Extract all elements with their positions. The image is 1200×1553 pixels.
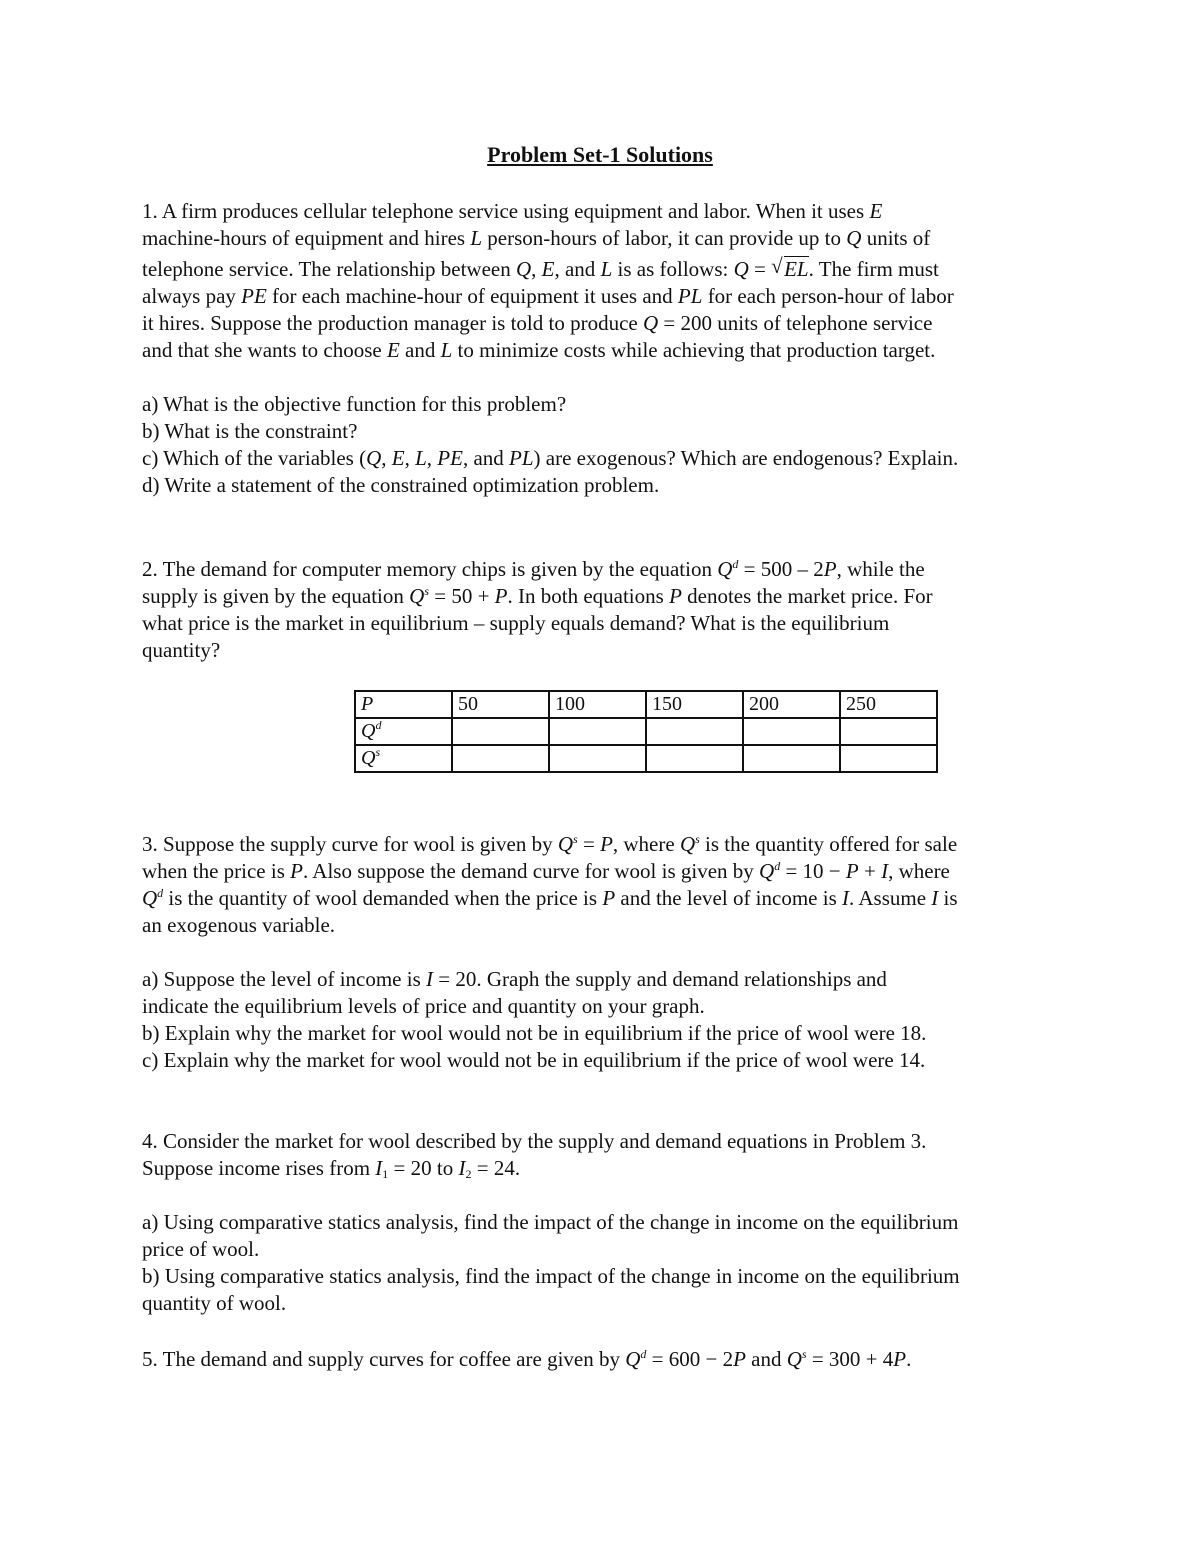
table-cell-price: 150 [646, 691, 743, 718]
table-cell-empty [646, 745, 743, 772]
table-row-quantity-demanded [355, 718, 937, 745]
table-cell-empty [840, 745, 937, 772]
problem-5-line-1: 5. The demand and supply curves for coffee are given by $Q^d = 600 - 2P$ and $Q^s = 300 + 4P$. [142, 1347, 912, 1371]
table-cell-empty [452, 745, 549, 772]
problem-2-line-2: supply is given by the equation $Q^s = 50 + P$. In both equations P denotes the market price. For [142, 584, 933, 608]
problem-1-question-d: d) Write a statement of the constrained optimization problem. [142, 473, 660, 497]
table-cell-label-qd: $Q^d$ [355, 718, 452, 745]
problem-2-line-3: what price is the market in equilibrium – supply equals demand? What is the equilibrium [142, 611, 890, 635]
table-cell-empty [840, 718, 937, 745]
page-title: Problem Set-1 Solutions [487, 142, 713, 167]
problem-2-line-4: quantity? [142, 638, 221, 662]
table-cell-price: 50 [452, 691, 549, 718]
problem-1-line-2: machine-hours of equipment and hires L person-hours of labor, it can provide up to Q units of [142, 226, 931, 250]
table-cell-empty [549, 745, 646, 772]
problem-4-question-a: a) Using comparative statics analysis, find the impact of the change in income on the equilibrium [142, 1210, 959, 1234]
table-cell-empty [549, 718, 646, 745]
table-cell-price: 200 [743, 691, 840, 718]
problem-4-line-2: Suppose income rises from $I_1 = 20$ to $I_2 = 24$. [142, 1156, 521, 1181]
problem-4-question-b: b) Using comparative statics analysis, find the impact of the change in income on the equilibrium [142, 1264, 960, 1288]
problem-1-line-4: always pay PE for each machine-hour of equipment it uses and PL for each person-hour of labor [142, 284, 954, 308]
problem-4-question-a-cont: price of wool. [142, 1237, 260, 1261]
problem-1-line-5: it hires. Suppose the production manager is told to produce Q = 200 units of telephone service [142, 311, 933, 335]
problem-3-line-4: an exogenous variable. [142, 913, 336, 937]
problem-1-question-a: a) What is the objective function for this problem? [142, 392, 567, 416]
problem-3-question-b: b) Explain why the market for wool would not be in equilibrium if the price of wool were 18. [142, 1021, 927, 1045]
table-cell-empty [646, 718, 743, 745]
problem-3-line-2: when the price is P. Also suppose the demand curve for wool is given by $Q^d = 10 - P + I$, where [142, 859, 950, 883]
problem-3-line-3: $Q^d$ is the quantity of wool demanded when the price is P and the level of income is I. Assume I is [142, 886, 958, 910]
table-cell-label-qs: $Q^s$ [355, 745, 452, 772]
table-cell-empty [743, 745, 840, 772]
problem-2-line-1: 2. The demand for computer memory chips is given by the equation $Q^d = 500 - 2P$, while the [142, 557, 925, 581]
problem-3-question-a-cont: indicate the equilibrium levels of price and quantity on your graph. [142, 994, 705, 1018]
problem-3-question-a: a) Suppose the level of income is I = 20. Graph the supply and demand relationships and [142, 967, 887, 991]
table-cell-price: 250 [840, 691, 937, 718]
table-cell-label-p: P [355, 691, 452, 718]
problem-1-question-b: b) What is the constraint? [142, 419, 358, 443]
problem-3-question-c: c) Explain why the market for wool would not be in equilibrium if the price of wool were 14. [142, 1048, 926, 1072]
problem-4-question-b-cont: quantity of wool. [142, 1291, 287, 1315]
table-cell-empty [743, 718, 840, 745]
square-root-formula: √ EL [771, 254, 809, 281]
problem-1-line-1: 1. A firm produces cellular telephone service using equipment and labor. When it uses E [142, 199, 883, 223]
price-quantity-table [354, 690, 938, 773]
problem-1-question-c: c) Which of the variables (Q, E, L, PE, and PL) are exogenous? Which are endogenous? Explain. [142, 446, 959, 470]
table-row-price [355, 691, 937, 718]
problem-1-line-6: and that she wants to choose E and L to minimize costs while achieving that production target. [142, 338, 936, 362]
problem-4-line-1: 4. Consider the market for wool described by the supply and demand equations in Problem 3. [142, 1129, 927, 1153]
table-row-quantity-supplied [355, 745, 937, 772]
table-cell-price: 100 [549, 691, 646, 718]
problem-1-line-3: telephone service. The relationship between Q, E, and L is as follows: Q = √ EL. The firm must [142, 254, 939, 281]
table-cell-empty [452, 718, 549, 745]
problem-3-line-1: 3. Suppose the supply curve for wool is given by $Q^s = P$, where $Q^s$ is the quantity offered for sale [142, 832, 958, 856]
